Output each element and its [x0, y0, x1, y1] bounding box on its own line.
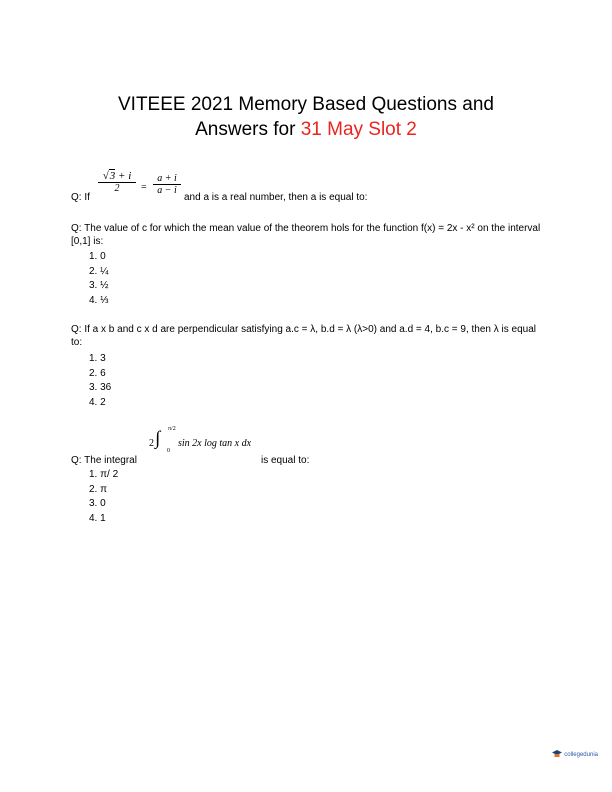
question-1-fraction-right — [153, 173, 181, 196]
sqrt-radicand: 3 — [109, 170, 116, 182]
title-line-2 — [0, 117, 612, 142]
option: 3. ½ — [89, 280, 109, 291]
integral-coefficient: 2 — [149, 438, 154, 449]
option: 2. 6 — [89, 367, 106, 379]
question-1 — [71, 164, 551, 204]
option: 4. 2 — [89, 396, 106, 408]
page-title — [0, 92, 612, 142]
integral-icon: ∫ — [155, 428, 161, 449]
question-2-options — [89, 250, 108, 308]
question-3-options — [89, 352, 111, 410]
question-4-options — [89, 468, 118, 526]
logo-text: collegedunia — [564, 752, 598, 758]
option: 3. 36 — [89, 382, 112, 393]
question-1-fraction-left — [98, 170, 136, 194]
denominator-right: a − i — [157, 185, 177, 196]
option: 2. π — [89, 483, 108, 495]
option: 1. π/ 2 — [89, 469, 119, 480]
option: 4. 1 — [89, 512, 106, 524]
option: 4. ⅓ — [89, 294, 109, 306]
question-4-suffix: is equal to: — [261, 455, 310, 466]
question-1-suffix: and a is a real number, then a is equal to: — [184, 192, 368, 203]
graduate-cap-icon — [552, 746, 562, 764]
integral-upper-limit: π/2 — [168, 426, 176, 432]
question-3-text: Q: If a x b and c x d are perpendicular satisfying a.c = λ, b.d = λ (λ>0) and a.d = 4, b.c = 9, then λ is equal to: — [71, 324, 536, 348]
option: 1. 0 — [89, 251, 106, 262]
equals-sign: = — [141, 182, 147, 193]
numerator-left-rest: + i — [115, 170, 132, 182]
integral-lower-limit: 0 — [167, 448, 170, 454]
question-2-text: Q: The value of c for which the mean value of the theorem hols for the function f(x) = 2x - x² on the interval [0,1] is: — [71, 223, 541, 247]
question-4-prefix: Q: The integral — [71, 455, 137, 466]
denominator-left: 2 — [114, 183, 120, 194]
integrand: sin 2x log tan x dx — [178, 438, 252, 449]
question-1-prefix: Q: If — [71, 192, 90, 203]
sqrt-symbol: √ — [102, 170, 109, 182]
collegedunia-logo — [552, 746, 598, 764]
title-line-1: VITEEE 2021 Memory Based Questions and — [118, 94, 494, 115]
title-accent: 31 May Slot 2 — [300, 119, 417, 140]
question-4 — [71, 424, 551, 468]
option: 2. ¼ — [89, 265, 109, 277]
option: 1. 3 — [89, 353, 106, 364]
option: 3. 0 — [89, 498, 106, 509]
numerator-right: a + i — [157, 173, 177, 184]
title-line-2-prefix: Answers for — [195, 119, 301, 140]
